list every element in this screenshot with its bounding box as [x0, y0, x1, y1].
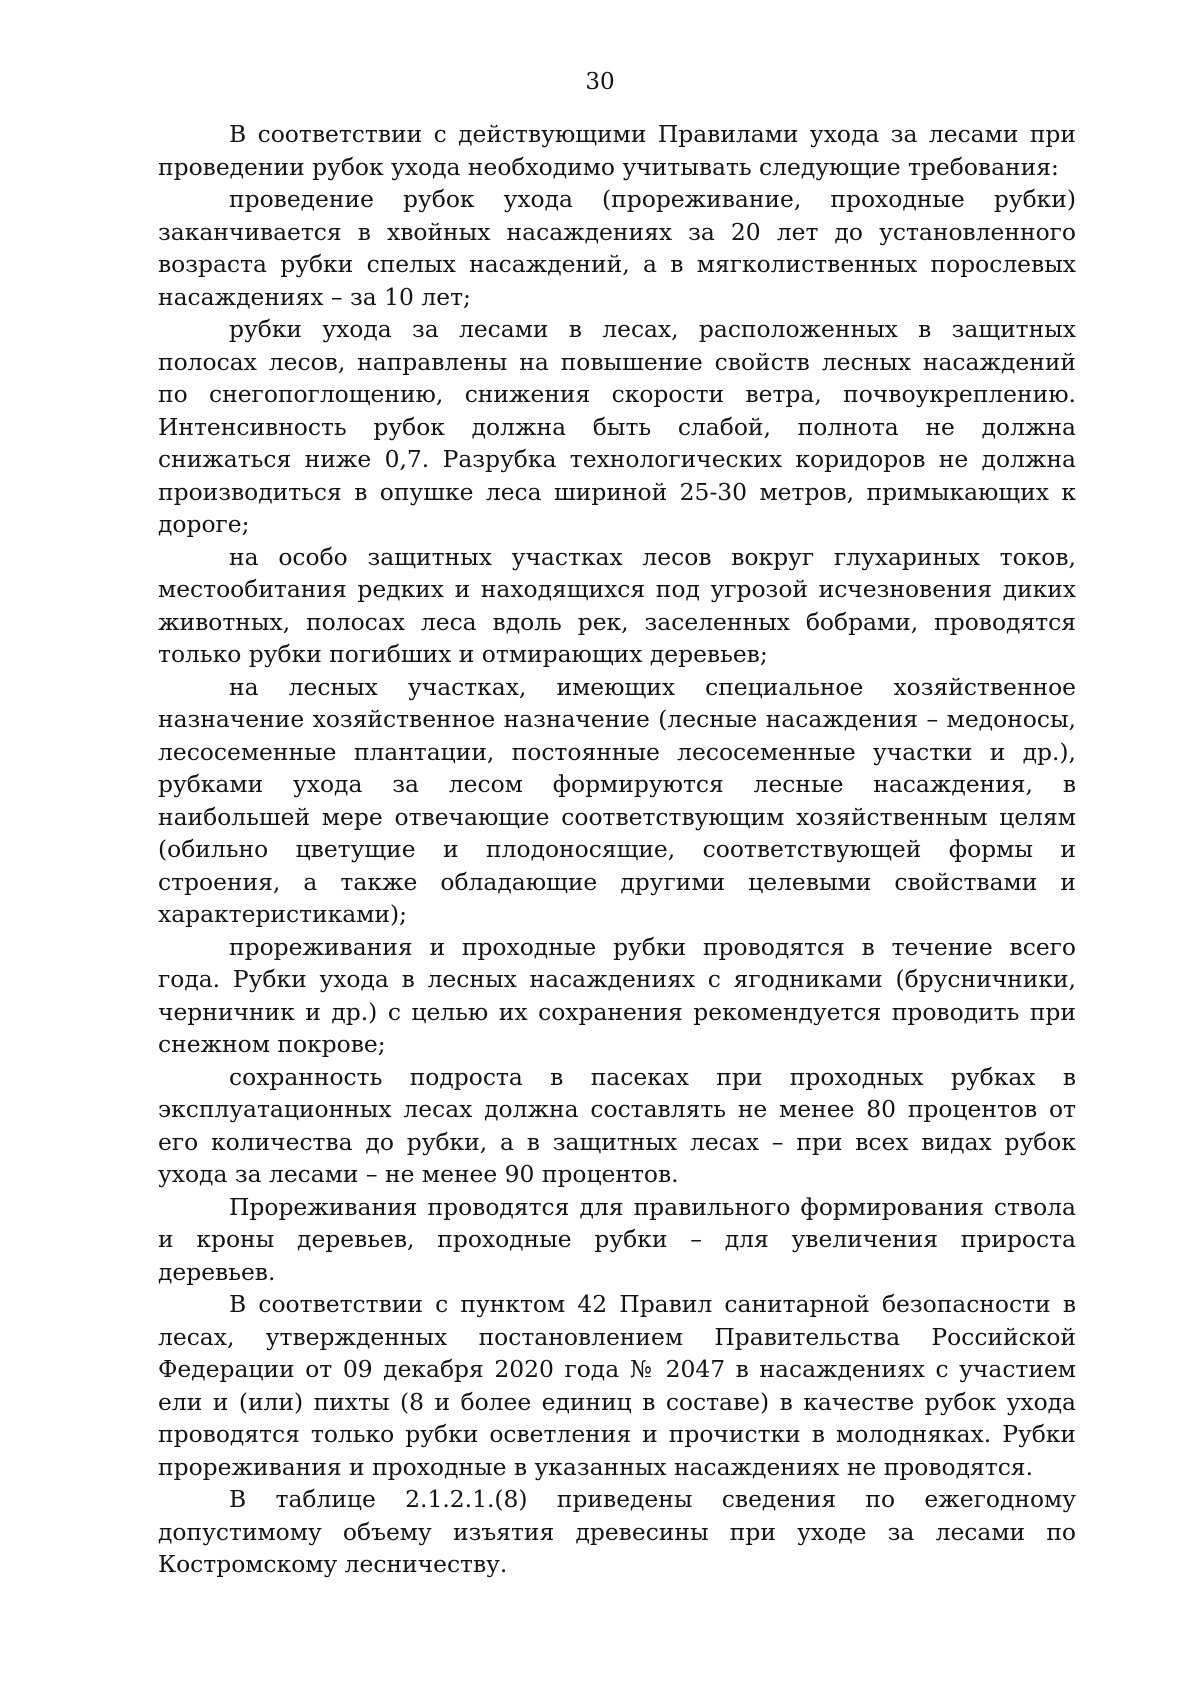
paragraph: прореживания и проходные рубки проводятся в течение всего года. Рубки ухода в лесных насаждениях с ягодниками (брусничники, черничник и др.) с целью их сохранения рекомендуется проводить при снежном покрове; [158, 932, 1076, 1058]
paragraph: В таблице 2.1.2.1.(8) приведены сведения по ежегодному допустимому объему изъятия древесины при уходе за лесами по Костромскому лесничеству. [158, 1485, 1076, 1578]
paragraph: Прореживания проводятся для правильного формирования ствола и кроны деревьев, проходные рубки – для увеличения прироста деревьев. [158, 1192, 1076, 1286]
document-body [158, 118, 1076, 1581]
paragraph: сохранность подроста в пасеках при проходных рубках в эксплуатационных лесах должна составлять не менее 80 процентов от его количества до рубки, а в защитных лесах – при всех видах рубок ухода за лесами – не менее 90 процентов. [158, 1062, 1076, 1188]
page-number: 30 [585, 69, 615, 95]
paragraph: рубки ухода за лесами в лесах, расположенных в защитных полосах лесов, направлены на повышение свойств лесных насаждений по снегопоглощению, снижения скорости ветра, почвоукреплению. Интенсивность рубок должна быть слабой, полнота не должна снижаться ниже 0,7. Разрубка технологических коридоров не должна производиться в опушке леса шириной 25-30 метров, примыкающих к дороге; [158, 315, 1076, 538]
paragraph: на особо защитных участках лесов вокруг глухариных токов, местообитания редких и находящихся под угрозой исчезновения диких животных, полосах леса вдоль рек, заселенных бобрами, проводятся только рубки погибших и отмирающих деревьев; [158, 542, 1076, 668]
paragraph: проведение рубок ухода (прореживание, проходные рубки) заканчивается в хвойных насаждениях за 20 лет до установленного возраста рубки спелых насаждений, а в мягколиственных порослевых насаждениях – за 10 лет; [158, 185, 1076, 311]
paragraph: В соответствии с действующими Правилами ухода за лесами при проведении рубок ухода необходимо учитывать следующие требования: [158, 120, 1076, 181]
paragraph: на лесных участках, имеющих специальное хозяйственное назначение хозяйственное назначение (лесные насаждения – медоносы, лесосеменные плантации, постоянные лесосеменные участки и др.), рубками ухода за лесом формируются лесные насаждения, в наибольшей мере отвечающие соответствующим хозяйственным целям (обильно цветущие и плодоносящие, соответствующей формы и строения, а также обладающие другими целевыми свойствами и характеристиками); [158, 672, 1076, 928]
paragraph: В соответствии с пунктом 42 Правил санитарной безопасности в лесах, утвержденных постановлением Правительства Российской Федерации от 09 декабря 2020 года № 2047 в насаждениях с участием ели и (или) пихты (8 и более единиц в составе) в качестве рубок ухода проводятся только рубки осветления и прочистки в молодняках. Рубки прореживания и проходные в указанных насаждениях не проводятся. [158, 1290, 1076, 1481]
